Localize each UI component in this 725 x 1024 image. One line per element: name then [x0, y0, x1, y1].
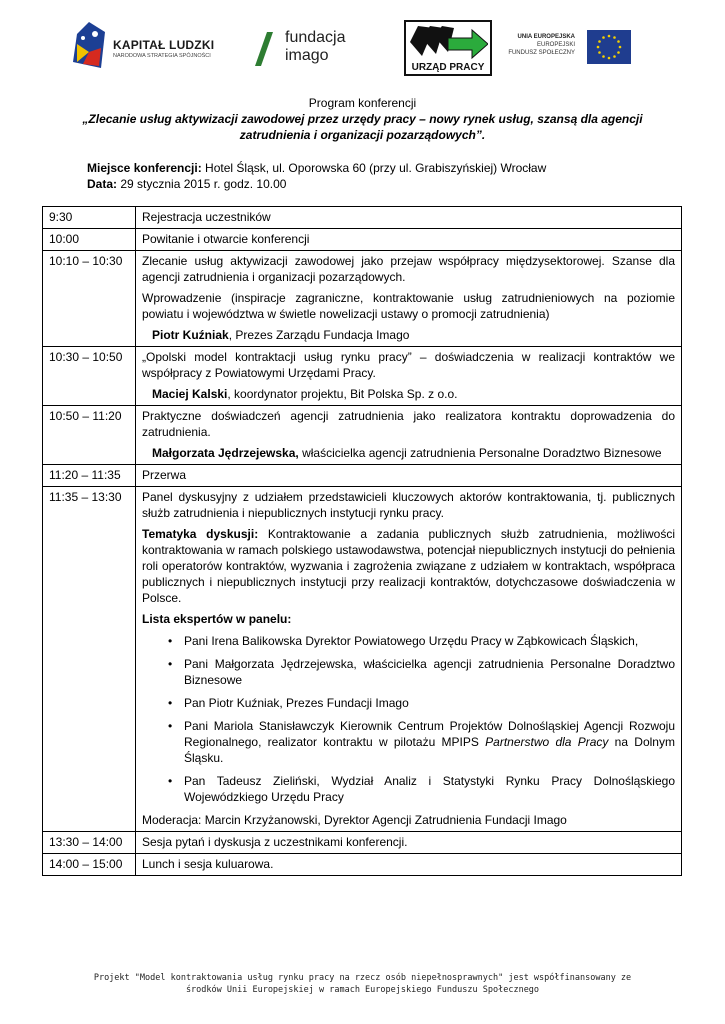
- urzad-pracy-label: URZĄD PRACY: [411, 62, 485, 73]
- agenda-item: Przerwa: [136, 465, 682, 487]
- eu-line3: FUNDUSZ SPOŁECZNY: [508, 50, 575, 56]
- expert-text: Pani Mariola Stanisławczyk Kierownik Centrum Projektów Dolnośląskiej Agencji Rozwoju Regionalnego, realizator kontraktu w pilotażu MPIPS: [184, 719, 675, 749]
- list-item: [168, 656, 675, 688]
- expert-text: Pani Irena Balikowska Dyrektor Powiatowego Urzędu Pracy w Ząbkowicach Śląskich,: [184, 634, 639, 648]
- moderation: Moderacja: Marcin Krzyżanowski, Dyrektor Agencji Zatrudnienia Fundacji Imago: [142, 813, 567, 827]
- speaker-name: Maciej Kalski: [152, 387, 228, 401]
- agenda-item: [136, 406, 682, 465]
- conference-title-line2: zatrudnienia i organizacji pozarządowych”.: [239, 128, 486, 142]
- list-item: [168, 718, 675, 766]
- agenda-paragraph: Zlecanie usług aktywizacji zawodowej jako przejaw współpracy międzysektorowej. Szanse dla agencji zatrudnienia i organizacji pozarządowych.: [142, 254, 675, 284]
- agenda-item: [136, 347, 682, 406]
- expert-text: Pan Tadeusz Zieliński, Wydział Analiz i Statystyki Rynku Pracy Dolnośląskiego Wojewódzkiego Urzędu Pracy: [184, 774, 675, 804]
- agenda-time: 10:00: [43, 229, 136, 251]
- conference-date: [87, 176, 647, 192]
- date-value: 29 stycznia 2015 r. godz. 10.00: [117, 177, 287, 191]
- list-item: [168, 695, 675, 711]
- agenda-item: [136, 487, 682, 832]
- place-label: Miejsce konferencji:: [87, 161, 202, 175]
- place-value: Hotel Śląsk, ul. Oporowska 60 (przy ul. Grabiszyńskiej) Wrocław: [201, 161, 547, 175]
- conference-place: [87, 160, 647, 176]
- experts-list: [142, 633, 675, 805]
- agenda-paragraph: Praktyczne doświadczeń agencji zatrudnienia jako realizatora kontraktu doprowadzenia do zatrudnienia.: [142, 409, 675, 439]
- bullet-icon: •: [168, 719, 173, 733]
- list-item: [168, 633, 675, 649]
- expert-text: Pani Małgorzata Jędrzejewska, właścicielka agencji zatrudnienia Personalne Doradztwo Biznesowe: [184, 657, 675, 687]
- agenda-item: Lunch i sesja kuluarowa.: [136, 854, 682, 876]
- urzad-pracy-arrow-icon: [408, 24, 488, 60]
- kapital-ludzki-subtitle: NARODOWA STRATEGIA SPÓJNOŚCI: [113, 53, 211, 59]
- speaker: [142, 445, 675, 461]
- program-intro: Program konferencji: [308, 96, 417, 110]
- agenda-row: [43, 854, 682, 876]
- kapital-ludzki-logo: [73, 22, 218, 72]
- agenda-time: 11:35 – 13:30: [43, 487, 136, 832]
- agenda-time: 11:20 – 11:35: [43, 465, 136, 487]
- agenda-item: Rejestracja uczestników: [136, 207, 682, 229]
- speaker-role: właścicielka agencji zatrudnienia Personalne Doradztwo Biznesowe: [298, 446, 662, 460]
- imago-line2: imago: [285, 47, 329, 64]
- conference-title: [60, 111, 665, 143]
- agenda-time: 14:00 – 15:00: [43, 854, 136, 876]
- bullet-icon: •: [168, 774, 173, 788]
- agenda-item: Sesja pytań i dyskusja z uczestnikami konferencji.: [136, 832, 682, 854]
- topics-text: Kontraktowanie a zadania publicznych służb zatrudnienia, możliwości kontraktowania w ramach polskiego ustawodawstwa, potencjał niepublicznych instytucji do pełnienia roli operatorów kontraktów, wyzwania i zagrożenia związane z udziałem w kontraktach, współpraca publicznych i niepublicznych instytucji przy realizacji kontraktów, dotychczasowe doświadczenia w Polsce.: [142, 527, 675, 605]
- footer-note: [60, 972, 665, 996]
- eu-line2: EUROPEJSKI: [536, 42, 575, 48]
- agenda-time: 10:50 – 11:20: [43, 406, 136, 465]
- experts-label: Lista ekspertów w panelu:: [142, 612, 292, 626]
- expert-text: Pan Piotr Kuźniak, Prezes Fundacji Imago: [184, 696, 409, 710]
- speaker: [142, 386, 675, 402]
- imago-slash-icon: [253, 32, 275, 66]
- expert-program-name: Partnerstwo dla Pracy: [485, 735, 609, 749]
- imago-line1: fundacja: [285, 29, 346, 46]
- experts-heading: [142, 611, 675, 627]
- footer-line2: środków Unii Europejskiej w ramach Europejskiego Funduszu Społecznego: [185, 985, 540, 995]
- agenda-row: [43, 487, 682, 832]
- discussion-topics: [142, 526, 675, 606]
- date-label: Data:: [87, 177, 118, 191]
- eu-flag-icon: [587, 30, 631, 64]
- bullet-icon: •: [168, 696, 173, 710]
- speaker-name: Piotr Kuźniak: [152, 328, 229, 342]
- conference-title-line1: „Zlecanie usług aktywizacji zawodowej przez urzędy pracy – nowy rynek usług, szansą dla agencji: [82, 112, 643, 126]
- fundacja-imago-logo: [253, 30, 363, 70]
- bullet-icon: •: [168, 657, 173, 671]
- agenda-time: 9:30: [43, 207, 136, 229]
- speaker-role: , Prezes Zarządu Fundacja Imago: [228, 328, 410, 342]
- agenda-item: [136, 251, 682, 347]
- kapital-ludzki-emblem-icon: [73, 22, 105, 68]
- speaker-name: Małgorzata Jędrzejewska,: [152, 446, 299, 460]
- header-logos: [0, 0, 725, 90]
- urzad-pracy-logo: [404, 20, 492, 76]
- agenda-time: 13:30 – 14:00: [43, 832, 136, 854]
- agenda-paragraph: Wprowadzenie (inspiracje zagraniczne, kontraktowanie usług zatrudnieniowych na poziomie powiatu i województwa w świetle nowelizacji ustawy o promocji zatrudnienia): [142, 291, 675, 321]
- agenda-time: 10:10 – 10:30: [43, 251, 136, 347]
- agenda-row: [43, 465, 682, 487]
- eu-line1: UNIA EUROPEJSKA: [517, 34, 575, 40]
- agenda-row: [43, 347, 682, 406]
- agenda-row: [43, 251, 682, 347]
- agenda-row: [43, 229, 682, 251]
- speaker: [142, 327, 675, 343]
- expert-text: na Dolnym Śląsku.: [184, 735, 675, 765]
- unia-europejska-logo: [505, 30, 630, 66]
- footer-line1: Projekt "Model kontraktowania usług rynku pracy na rzecz osób niepełnosprawnych" jest współfinansowany ze: [93, 973, 632, 983]
- list-item: [168, 773, 675, 805]
- agenda-table: [42, 206, 682, 876]
- agenda-row: [43, 406, 682, 465]
- eu-text: [505, 33, 575, 57]
- agenda-paragraph: „Opolski model kontraktacji usług rynku pracy” – doświadczenia w realizacji kontraktów we współpracy z Powiatowymi Urzędami Pracy.: [142, 350, 675, 380]
- agenda-item: Powitanie i otwarcie konferencji: [136, 229, 682, 251]
- topics-label: Tematyka dyskusji:: [142, 527, 259, 541]
- agenda-time: 10:30 – 10:50: [43, 347, 136, 406]
- speaker-role: , koordynator projektu, Bit Polska Sp. z o.o.: [227, 387, 458, 401]
- kapital-ludzki-title: KAPITAŁ LUDZKI: [113, 38, 215, 52]
- bullet-icon: •: [168, 634, 173, 648]
- agenda-row: [43, 832, 682, 854]
- agenda-row: [43, 207, 682, 229]
- agenda-paragraph: Panel dyskusyjny z udziałem przedstawicieli kluczowych aktorów kontraktowania, tj. publicznych służb zatrudnienia i niepublicznych instytucji rynku pracy.: [142, 490, 675, 520]
